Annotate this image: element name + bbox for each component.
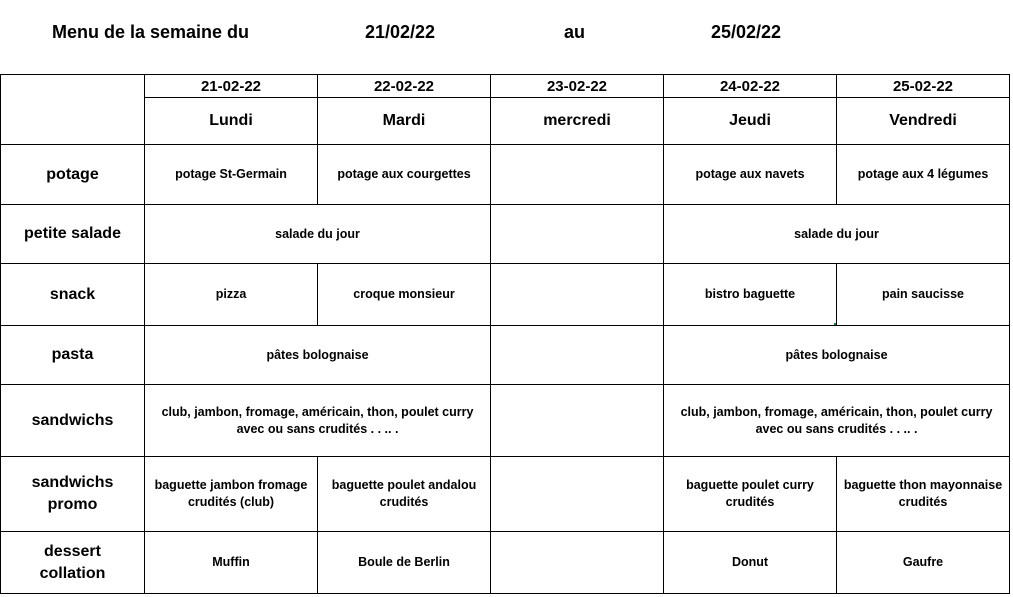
promo-wed[interactable]: [491, 457, 664, 532]
row-header-dessert[interactable]: [1, 532, 145, 594]
promo-fri-line2: crudités: [898, 495, 948, 509]
promo-thu[interactable]: [664, 457, 837, 532]
week-end-date: 25/02/22: [711, 22, 782, 42]
date-cell-tue[interactable]: 22-02-22: [318, 75, 491, 98]
row-salade: [1, 205, 1010, 264]
row-pasta: [1, 326, 1010, 385]
row-header-potage[interactable]: potage: [1, 145, 145, 205]
promo-tue[interactable]: [318, 457, 491, 532]
day-cell-thu[interactable]: Jeudi: [664, 98, 837, 145]
row-potage: [1, 145, 1010, 205]
promo-fri[interactable]: [837, 457, 1010, 532]
row-header-salade[interactable]: petite salade: [1, 205, 145, 264]
sandwichs-wed[interactable]: [491, 385, 664, 457]
day-cell-wed[interactable]: mercredi: [491, 98, 664, 145]
dessert-fri[interactable]: Gaufre: [837, 532, 1010, 594]
row-dessert: [1, 532, 1010, 594]
row-snack: [1, 264, 1010, 326]
potage-wed[interactable]: [491, 145, 664, 205]
dessert-tue[interactable]: Boule de Berlin: [318, 532, 491, 594]
salade-wed[interactable]: [491, 205, 664, 264]
row-header-pasta[interactable]: pasta: [1, 326, 145, 385]
pasta-thu-fri[interactable]: pâtes bolognaise: [664, 326, 1010, 385]
promo-thu-line2: crudités: [725, 495, 775, 509]
row-sandwichs-promo: [1, 457, 1010, 532]
day-row: [1, 98, 1010, 145]
menu-header: [0, 0, 1013, 70]
row-header-snack[interactable]: snack: [1, 264, 145, 326]
weekly-menu-table: [0, 74, 1010, 594]
pasta-mon-tue[interactable]: pâtes bolognaise: [145, 326, 491, 385]
sandwichs-thu-fri-line2: avec ou sans crudités . . .. .: [755, 421, 918, 436]
date-row: [1, 75, 1010, 98]
day-cell-mon[interactable]: Lundi: [145, 98, 318, 145]
salade-mon-tue[interactable]: salade du jour: [145, 205, 491, 264]
corner-cell[interactable]: [1, 75, 145, 145]
snack-mon[interactable]: pizza: [145, 264, 318, 326]
row-header-sandwichs[interactable]: sandwichs: [1, 385, 145, 457]
promo-fri-line1: baguette thon mayonnaise: [843, 478, 1003, 492]
promo-tue-line2: crudités: [379, 495, 429, 509]
date-cell-mon[interactable]: 21-02-22: [145, 75, 318, 98]
date-cell-fri[interactable]: 25-02-22: [837, 75, 1010, 98]
dessert-label-line1: dessert: [44, 542, 101, 560]
dessert-wed[interactable]: [491, 532, 664, 594]
potage-thu[interactable]: potage aux navets: [664, 145, 837, 205]
snack-wed[interactable]: [491, 264, 664, 326]
menu-title-label: Menu de la semaine du: [52, 22, 250, 42]
date-cell-thu[interactable]: 24-02-22: [664, 75, 837, 98]
row-sandwichs: [1, 385, 1010, 457]
sandwichs-mon-tue-line1: club, jambon, fromage, américain, thon, poulet curry: [161, 404, 474, 419]
day-cell-tue[interactable]: Mardi: [318, 98, 491, 145]
potage-mon[interactable]: potage St-Germain: [145, 145, 318, 205]
sandwichs-mon-tue-line2: avec ou sans crudités . . .. .: [236, 421, 399, 436]
dessert-label-line2: collation: [39, 564, 106, 582]
promo-label-line2: promo: [47, 496, 98, 513]
potage-tue[interactable]: potage aux courgettes: [318, 145, 491, 205]
week-start-date: 21/02/22: [365, 22, 436, 42]
promo-mon-line1: baguette jambon fromage: [154, 478, 308, 492]
snack-thu-selected-cell[interactable]: bistro baguette: [664, 264, 837, 326]
snack-tue[interactable]: croque monsieur: [318, 264, 491, 326]
promo-tue-line1: baguette poulet andalou: [331, 478, 477, 492]
date-connector: au: [564, 22, 586, 42]
sandwichs-thu-fri[interactable]: [664, 385, 1010, 457]
row-header-sandwichs-promo[interactable]: [1, 457, 145, 532]
date-cell-wed[interactable]: 23-02-22: [491, 75, 664, 98]
potage-fri[interactable]: potage aux 4 légumes: [837, 145, 1010, 205]
promo-mon-line2: crudités (club): [187, 495, 275, 509]
promo-label-line1: sandwichs: [31, 474, 114, 491]
dessert-mon[interactable]: Muffin: [145, 532, 318, 594]
sandwichs-thu-fri-line1: club, jambon, fromage, américain, thon, poulet curry: [680, 404, 993, 419]
salade-thu-fri[interactable]: salade du jour: [664, 205, 1010, 264]
sandwichs-mon-tue[interactable]: [145, 385, 491, 457]
dessert-thu[interactable]: Donut: [664, 532, 837, 594]
snack-fri[interactable]: pain saucisse: [837, 264, 1010, 326]
day-cell-fri[interactable]: Vendredi: [837, 98, 1010, 145]
promo-thu-line1: baguette poulet curry: [686, 478, 814, 492]
pasta-wed[interactable]: [491, 326, 664, 385]
promo-mon[interactable]: [145, 457, 318, 532]
